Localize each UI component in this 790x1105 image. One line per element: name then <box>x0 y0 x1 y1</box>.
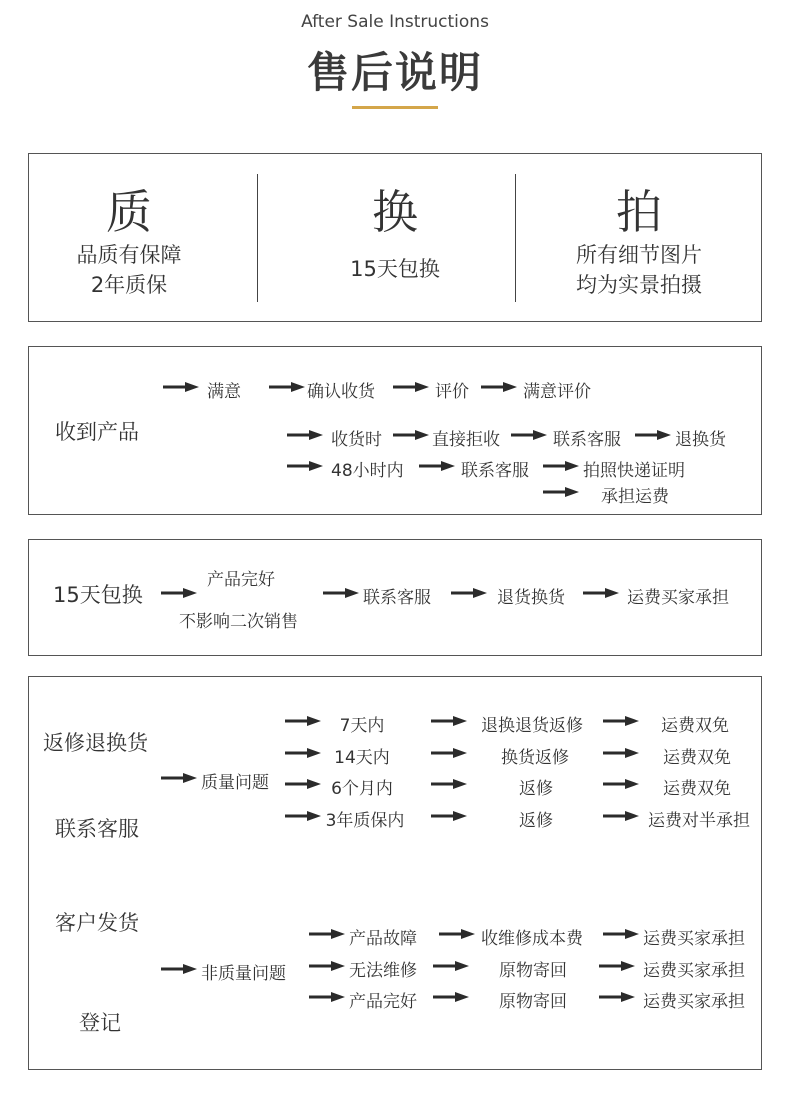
feature-exchange-char: 换 <box>372 185 418 239</box>
arrow-icon <box>161 964 197 974</box>
quality-r2-service: 换货返修 <box>501 748 569 768</box>
feature-quality-text <box>77 240 182 300</box>
exchange-box <box>28 539 762 656</box>
page-title: 售后说明 <box>306 48 484 97</box>
nonquality-r1-shipping: 运费买家承担 <box>643 929 745 949</box>
arrow-icon <box>419 461 455 471</box>
arrow-icon <box>433 992 469 1002</box>
arrow-icon <box>309 961 345 971</box>
quality-r1-shipping: 运费双免 <box>661 716 729 736</box>
arrow-icon <box>603 716 639 726</box>
arrow-icon <box>393 382 429 392</box>
nonquality-r2-issue: 无法维修 <box>349 961 417 981</box>
arrow-icon <box>603 748 639 758</box>
arrow-icon <box>285 716 321 726</box>
arrow-icon <box>431 748 467 758</box>
repair-label-4: 登记 <box>79 1011 121 1035</box>
nonquality-r2-shipping: 运费买家承担 <box>643 961 745 981</box>
arrow-icon <box>309 992 345 1002</box>
receive-r3-3: 拍照快递证明 <box>583 461 685 481</box>
arrow-icon <box>603 811 639 821</box>
arrow-icon <box>163 382 199 392</box>
receive-r2-2: 直接拒收 <box>432 430 500 450</box>
repair-label-1: 返修退换货 <box>43 731 148 755</box>
quality-r2-period: 14天内 <box>334 748 390 768</box>
arrow-icon <box>451 588 487 598</box>
arrow-icon <box>543 461 579 471</box>
feature-exchange-line1: 15天包换 <box>350 257 440 281</box>
receive-r1-3: 评价 <box>435 382 469 402</box>
arrow-icon <box>287 461 323 471</box>
receive-r1-2: 确认收货 <box>307 382 375 402</box>
quality-r4-period: 3年质保内 <box>325 811 405 831</box>
feature-quality-line1: 品质有保障 <box>76 243 182 267</box>
receive-box <box>28 346 762 515</box>
quality-r1-service: 退换退货返修 <box>481 716 583 736</box>
feature-photo-line2: 均为实景拍摄 <box>576 273 702 297</box>
quality-r4-service: 返修 <box>519 811 553 831</box>
subtitle: After Sale Instructions <box>301 12 489 32</box>
arrow-icon <box>599 992 635 1002</box>
exchange-cond2: 不影响二次销售 <box>179 612 298 632</box>
nonquality-r3-issue: 产品完好 <box>349 992 417 1012</box>
nonquality-r1-issue: 产品故障 <box>349 929 417 949</box>
arrow-icon <box>323 588 359 598</box>
arrow-icon <box>599 961 635 971</box>
quality-r3-period: 6个月内 <box>331 779 393 799</box>
arrow-icon <box>161 588 197 598</box>
features-box <box>28 153 762 322</box>
arrow-icon <box>603 929 639 939</box>
receive-r2-3: 联系客服 <box>553 430 621 450</box>
quality-r3-service: 返修 <box>519 779 553 799</box>
receive-r2-4: 退换货 <box>675 430 726 450</box>
quality-r1-period: 7天内 <box>339 716 385 736</box>
nonquality-r3-service: 原物寄回 <box>499 992 567 1012</box>
exchange-step2: 退货换货 <box>497 588 565 608</box>
exchange-step3: 运费买家承担 <box>627 588 729 608</box>
arrow-icon <box>431 716 467 726</box>
arrow-icon <box>583 588 619 598</box>
nonquality-r1-service: 收维修成本费 <box>481 929 583 949</box>
exchange-label: 15天包换 <box>53 583 143 607</box>
arrow-icon <box>161 773 197 783</box>
arrow-icon <box>431 811 467 821</box>
arrow-icon <box>285 779 321 789</box>
exchange-step1: 联系客服 <box>363 588 431 608</box>
quality-r4-shipping: 运费对半承担 <box>648 811 750 831</box>
nonquality-label: 非质量问题 <box>201 964 286 984</box>
nonquality-r2-service: 原物寄回 <box>499 961 567 981</box>
arrow-icon <box>269 382 305 392</box>
arrow-icon <box>431 779 467 789</box>
receive-r4-1: 承担运费 <box>601 487 669 507</box>
quality-label: 质量问题 <box>201 773 269 793</box>
divider <box>515 174 516 302</box>
repair-label-2: 联系客服 <box>55 817 139 841</box>
arrow-icon <box>603 779 639 789</box>
arrow-icon <box>635 430 671 440</box>
repair-label-3: 客户发货 <box>55 911 139 935</box>
feature-quality-char: 质 <box>106 185 152 239</box>
arrow-icon <box>287 430 323 440</box>
arrow-icon <box>543 487 579 497</box>
arrow-icon <box>285 748 321 758</box>
receive-r1-4: 满意评价 <box>523 382 591 402</box>
quality-r3-shipping: 运费双免 <box>663 779 731 799</box>
exchange-cond1: 产品完好 <box>207 570 275 590</box>
quality-r2-shipping: 运费双免 <box>663 748 731 768</box>
divider <box>257 174 258 302</box>
receive-r3-1: 48小时内 <box>331 461 404 481</box>
arrow-icon <box>433 961 469 971</box>
arrow-icon <box>481 382 517 392</box>
receive-label: 收到产品 <box>55 420 139 444</box>
arrow-icon <box>393 430 429 440</box>
arrow-icon <box>285 811 321 821</box>
receive-r1-1: 满意 <box>207 382 241 402</box>
receive-r3-2: 联系客服 <box>461 461 529 481</box>
feature-quality-line2: 2年质保 <box>90 273 168 297</box>
feature-photo-line1: 所有细节图片 <box>576 243 702 267</box>
arrow-icon <box>439 929 475 939</box>
repair-box <box>28 676 762 1070</box>
receive-r2-1: 收货时 <box>331 430 382 450</box>
title-underline <box>352 106 438 109</box>
nonquality-r3-shipping: 运费买家承担 <box>643 992 745 1012</box>
arrow-icon <box>309 929 345 939</box>
arrow-icon <box>511 430 547 440</box>
feature-photo-char: 拍 <box>616 185 662 239</box>
feature-photo-text <box>576 240 702 300</box>
